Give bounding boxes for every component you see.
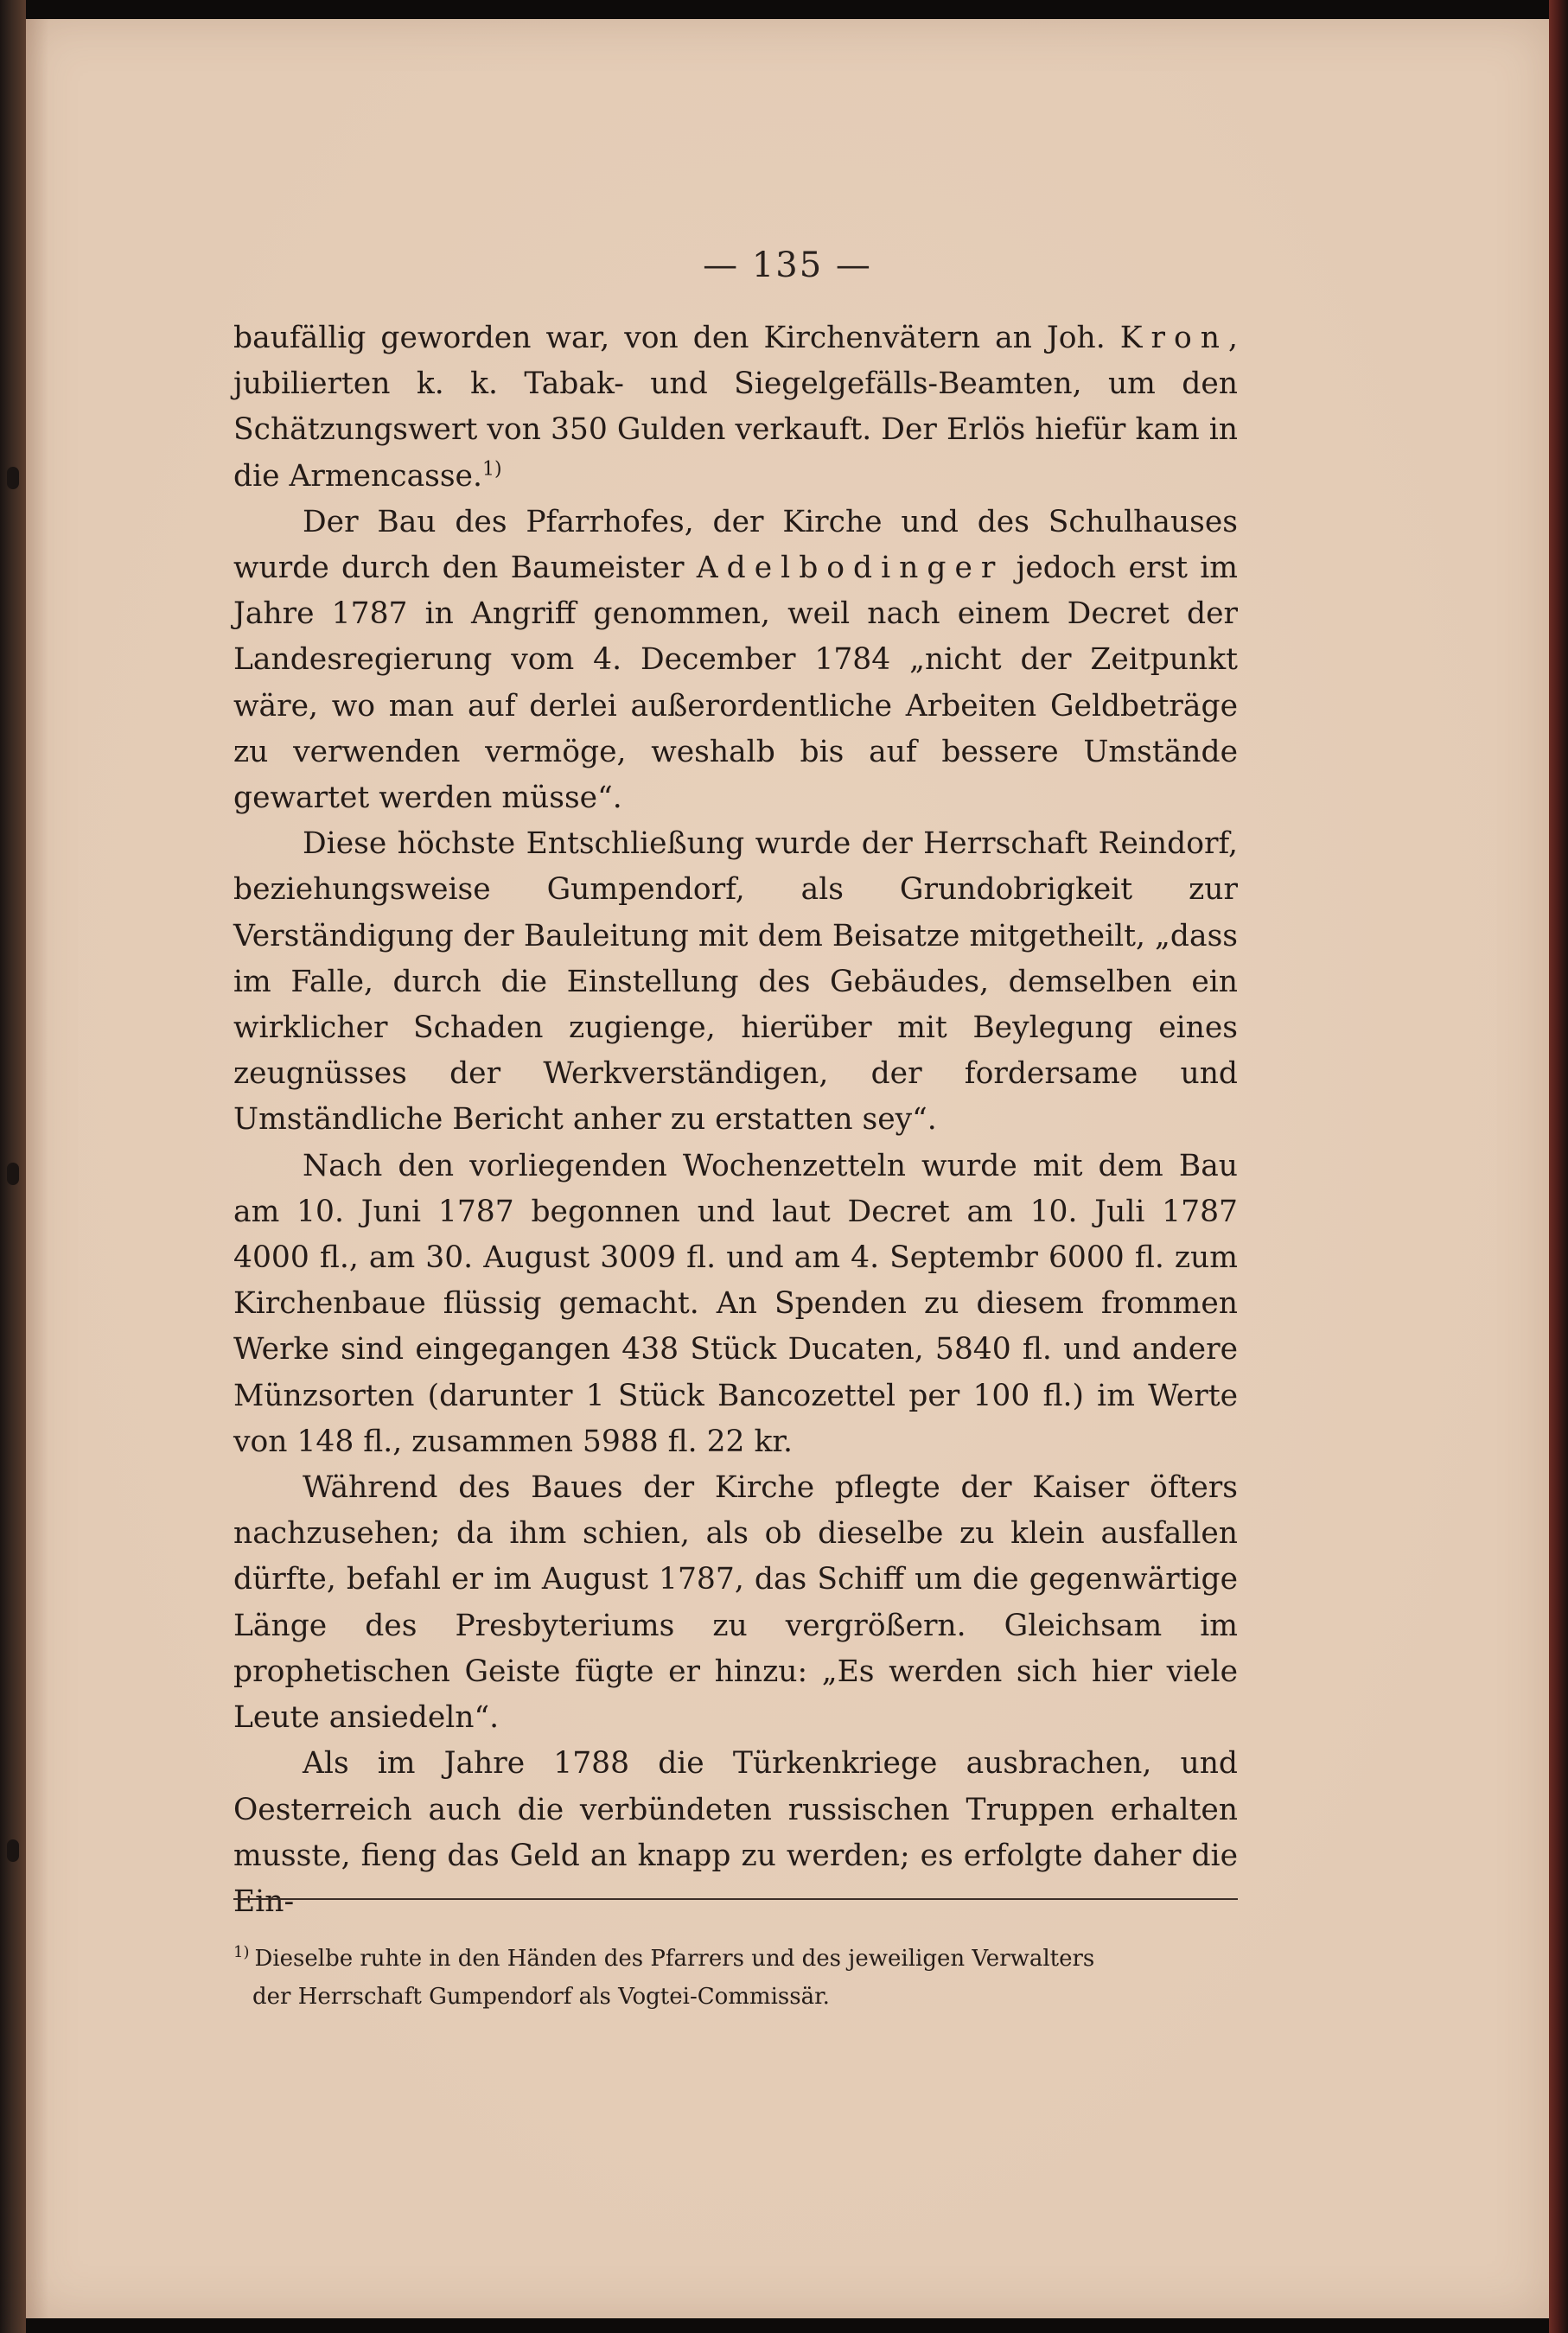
spaced-name: Kron: [1119, 321, 1229, 355]
page-number: — 135 —: [703, 245, 872, 285]
body-text: [233, 316, 1238, 1925]
paragraph: Nach den vorliegenden Wochenzetteln wurde mit dem Bau am 10. Juni 1787 begonnen und laut Decret am 10. Juli 1787 4000 fl., am 30. August 3009 fl. und am 4. Septembr 6000 fl. zum Kirchenbaue flüssig gemacht. An Spenden zu diesem frommen Werke sind eingegangen 438 Stück Ducaten, 5840 fl. und andere Münzsorten (darunter 1 Stück Bancozettel per 100 fl.) im Werte von 148 fl., zusammen 5988 fl. 22 kr.: [233, 1148, 1238, 1459]
binding-stitch: [7, 1839, 19, 1862]
paragraph: Diese höchste Entschließung wurde der Herrschaft Reindorf, beziehungsweise Gumpendorf, als Grundobrigkeit zur Verständigung der Bauleitung mit dem Beisatze mitgetheilt, „dass im Falle, durch die Einstellung des Gebäudes, demselben ein wirklicher Schaden zugienge, hierüber mit Beylegung eines zeugnüsses der Werkverständigen, der fordersame und Umständliche Bericht anher zu erstatten sey“.: [233, 826, 1238, 1138]
paragraph: Während des Baues der Kirche pflegte der Kaiser öfters nachzusehen; da ihm schien, als ob dieselbe zu klein ausfallen dürfte, befahl er im August 1787, das Schiff um die gegenwärtige Länge des Presbyteriums zu vergrößern. Gleichsam im prophetischen Geiste fügte er hinzu: „Es werden sich hier viele Leute ansiedeln“.: [233, 1470, 1238, 1736]
footnote-mark: 1): [233, 1943, 250, 1962]
binding-stitch: [7, 1163, 19, 1185]
footnote-line: $^{1)}$ Dieselbe ruhte in den Händen des Pfarrers und des jeweiligen Verwalters: [233, 1943, 1095, 1972]
book-page: [26, 19, 1549, 2318]
footnote: [233, 1940, 1238, 2016]
footnote-line: der Herrschaft Gumpendorf als Vogtei-Commissär.: [252, 1984, 830, 2010]
spaced-name: Adelbodinger: [696, 551, 1004, 586]
paragraph: Als im Jahre 1788 die Türkenkriege ausbrachen, und Oesterreich auch die verbündeten russischen Truppen erhalten musste, fieng das Geld an knapp zu werden; es erfolgte daher die Ein-: [233, 1746, 1238, 1919]
binding-stitch: [7, 467, 19, 489]
book-edge: [1549, 0, 1568, 2333]
footnote-reference[interactable]: 1): [481, 458, 502, 481]
footnote-divider: [233, 1898, 1238, 1900]
paragraph: baufällig geworden war, von den Kirchenvätern an Joh. Kron, jubilierten k. k. Tabak- und Siegelgefälls-Beamten, um den Schätzungswert von 350 Gulden verkauft. Der Erlös hiefür kam in die Armencasse.$^{1)}$: [233, 321, 1238, 494]
paragraph: Der Bau des Pfarrhofes, der Kirche und des Schulhauses wurde durch den Baumeister Adelbodinger jedoch erst im Jahre 1787 in Angriff genommen, weil nach einem Decret der Landesregierung vom 4. December 1784 „nicht der Zeitpunkt wäre, wo man auf derlei außerordentliche Arbeiten Geldbeträge zu verwenden vermöge, weshalb bis auf bessere Umstände gewartet werden müsse“.: [233, 504, 1238, 816]
